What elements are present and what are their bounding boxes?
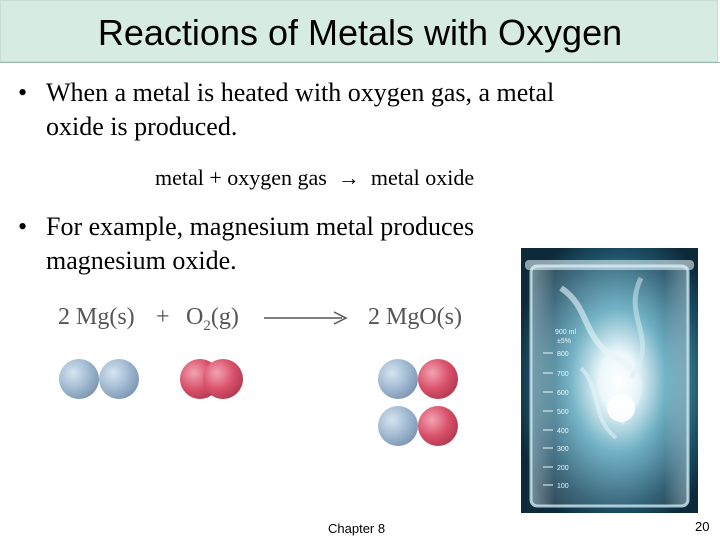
beaker-glass: [531, 266, 688, 506]
o2-base: O: [186, 304, 204, 330]
bullet-text: [46, 210, 474, 278]
beaker-label: ±5%: [557, 338, 571, 345]
beaker-label: 200: [557, 465, 569, 472]
bullet-1: [18, 76, 698, 146]
beaker-label: 300: [557, 446, 569, 453]
o-atom: [203, 359, 243, 399]
beaker-label: 700: [557, 371, 569, 378]
reactant-o2: [186, 303, 239, 340]
beaker-label: 100: [557, 483, 569, 490]
bullet-marker: •: [18, 78, 28, 107]
title-bar: [0, 0, 718, 62]
burning-magnesium-photo: [521, 248, 698, 513]
bullet-marker: •: [18, 212, 28, 241]
product-mgo: 2 MgO(s): [368, 304, 462, 330]
reaction-arrow: [262, 306, 352, 330]
slide-title: Reactions of Metals with Oxygen: [97, 12, 623, 53]
beaker-label: 400: [557, 428, 569, 435]
o-atom: [418, 406, 458, 446]
title-divider: [0, 62, 720, 63]
bullet-text: [46, 76, 554, 144]
o2-state: (g): [210, 304, 239, 330]
beaker-label: 600: [557, 390, 569, 397]
molecule-models: [50, 350, 470, 450]
chapter-label: Chapter 8: [328, 521, 386, 536]
bullet-line: When a metal is heated with oxygen gas, a metal: [46, 78, 555, 107]
beaker-rim: [525, 260, 694, 270]
beaker-label: 900 ml: [555, 329, 577, 336]
mg-atom: [378, 406, 418, 446]
page-number: 20: [695, 519, 710, 534]
plus-sign: +: [156, 304, 170, 330]
bullet-line: For example, magnesium metal produces: [46, 212, 475, 241]
beaker-label: 800: [557, 351, 569, 358]
o-atom: [418, 359, 458, 399]
bullet-line: oxide is produced.: [46, 112, 238, 141]
mg-atom: [99, 359, 139, 399]
reactant-mg: 2 Mg(s): [58, 304, 135, 330]
beaker-label: 500: [557, 409, 569, 416]
bullet-line: magnesium oxide.: [46, 246, 237, 275]
word-equation: metal + oxygen gas → metal oxide: [155, 165, 475, 190]
mg-atom: [378, 359, 418, 399]
o2-subscript: 2: [203, 317, 211, 334]
mg-atom: [59, 359, 99, 399]
